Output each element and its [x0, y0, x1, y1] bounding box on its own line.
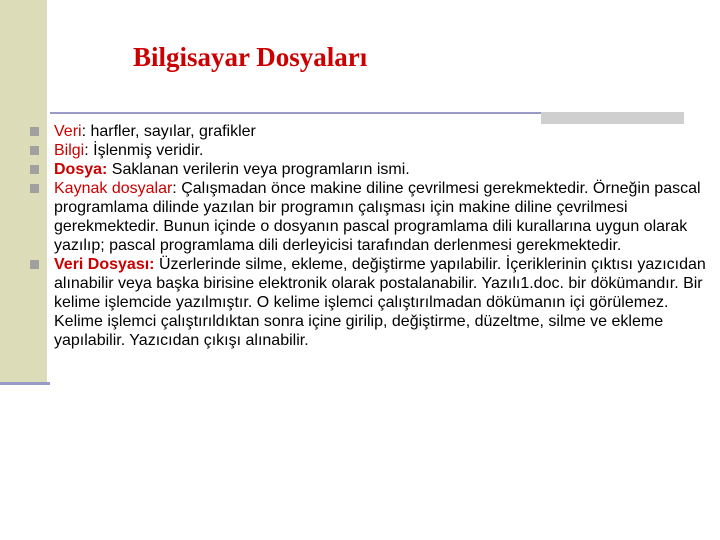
bullet-term: Kaynak dosyalar: [54, 180, 173, 197]
bullet-term: Veri: [54, 123, 82, 140]
square-bullet-icon: [30, 184, 39, 193]
bullet-term: Dosya:: [54, 161, 108, 178]
square-bullet-icon: [30, 146, 39, 155]
bullet-separator: :: [81, 123, 87, 140]
bullet-text: Çalışmadan önce makine diline çevrilmesi gerekmektedir. Örneğin pascal programlama dilinde yazılan bir programın çalışması için makine diline çevrilmesi gerekmektedir. Bunun içinde o dosyanın pascal programlama dili kurallarına uygun olarak yazılıp; pascal programlama dili derleyicisi tarafından derlenmesi gerekmektedir.: [54, 180, 701, 254]
bullet-text: harfler, sayılar, grafikler: [86, 123, 256, 140]
bullet-text: Saklanan verilerin veya programların ismi.: [107, 161, 410, 178]
bullet-item-bilgi: [28, 141, 708, 160]
square-bullet-icon: [30, 260, 39, 269]
bullet-text: Üzerlerinde silme, ekleme, değiştirme yapılabilir. İçeriklerinin çıktısı yazıcıdan alınabilir veya başka birisine elektronik olarak postalanabilir. Yazılı1.doc. bir dökümandır. Bir kelime işlemcide yazılmıştır. O kelime işlemci çalıştırılmadan dökümanın içi görülemez. Kelime işlemci çalıştırıldıktan sonra içine girilip, değiştirme, düzeltme, silme ve ekleme yapılabilir. Yazıcıdan çıkışı alınabilir.: [54, 256, 706, 349]
bullet-term: Bilgi: [54, 142, 85, 159]
slide-title: Bilgisayar Dosyaları: [133, 42, 368, 72]
bullet-item-veri-dosyasi: [28, 255, 708, 350]
bullet-text: İşlenmiş veridir.: [88, 142, 204, 159]
bullet-separator: :: [172, 180, 177, 197]
square-bullet-icon: [30, 165, 39, 174]
bullet-list: [28, 122, 708, 350]
bullet-item-veri: [28, 122, 708, 141]
title-underline: [50, 112, 544, 114]
bullet-separator: :: [84, 142, 89, 159]
bullet-item-dosya: [28, 160, 708, 179]
left-decorative-rule: [0, 382, 50, 385]
square-bullet-icon: [30, 127, 39, 136]
bullet-item-kaynak-dosyalar: [28, 179, 708, 255]
bullet-term: Veri Dosyası:: [54, 256, 155, 273]
